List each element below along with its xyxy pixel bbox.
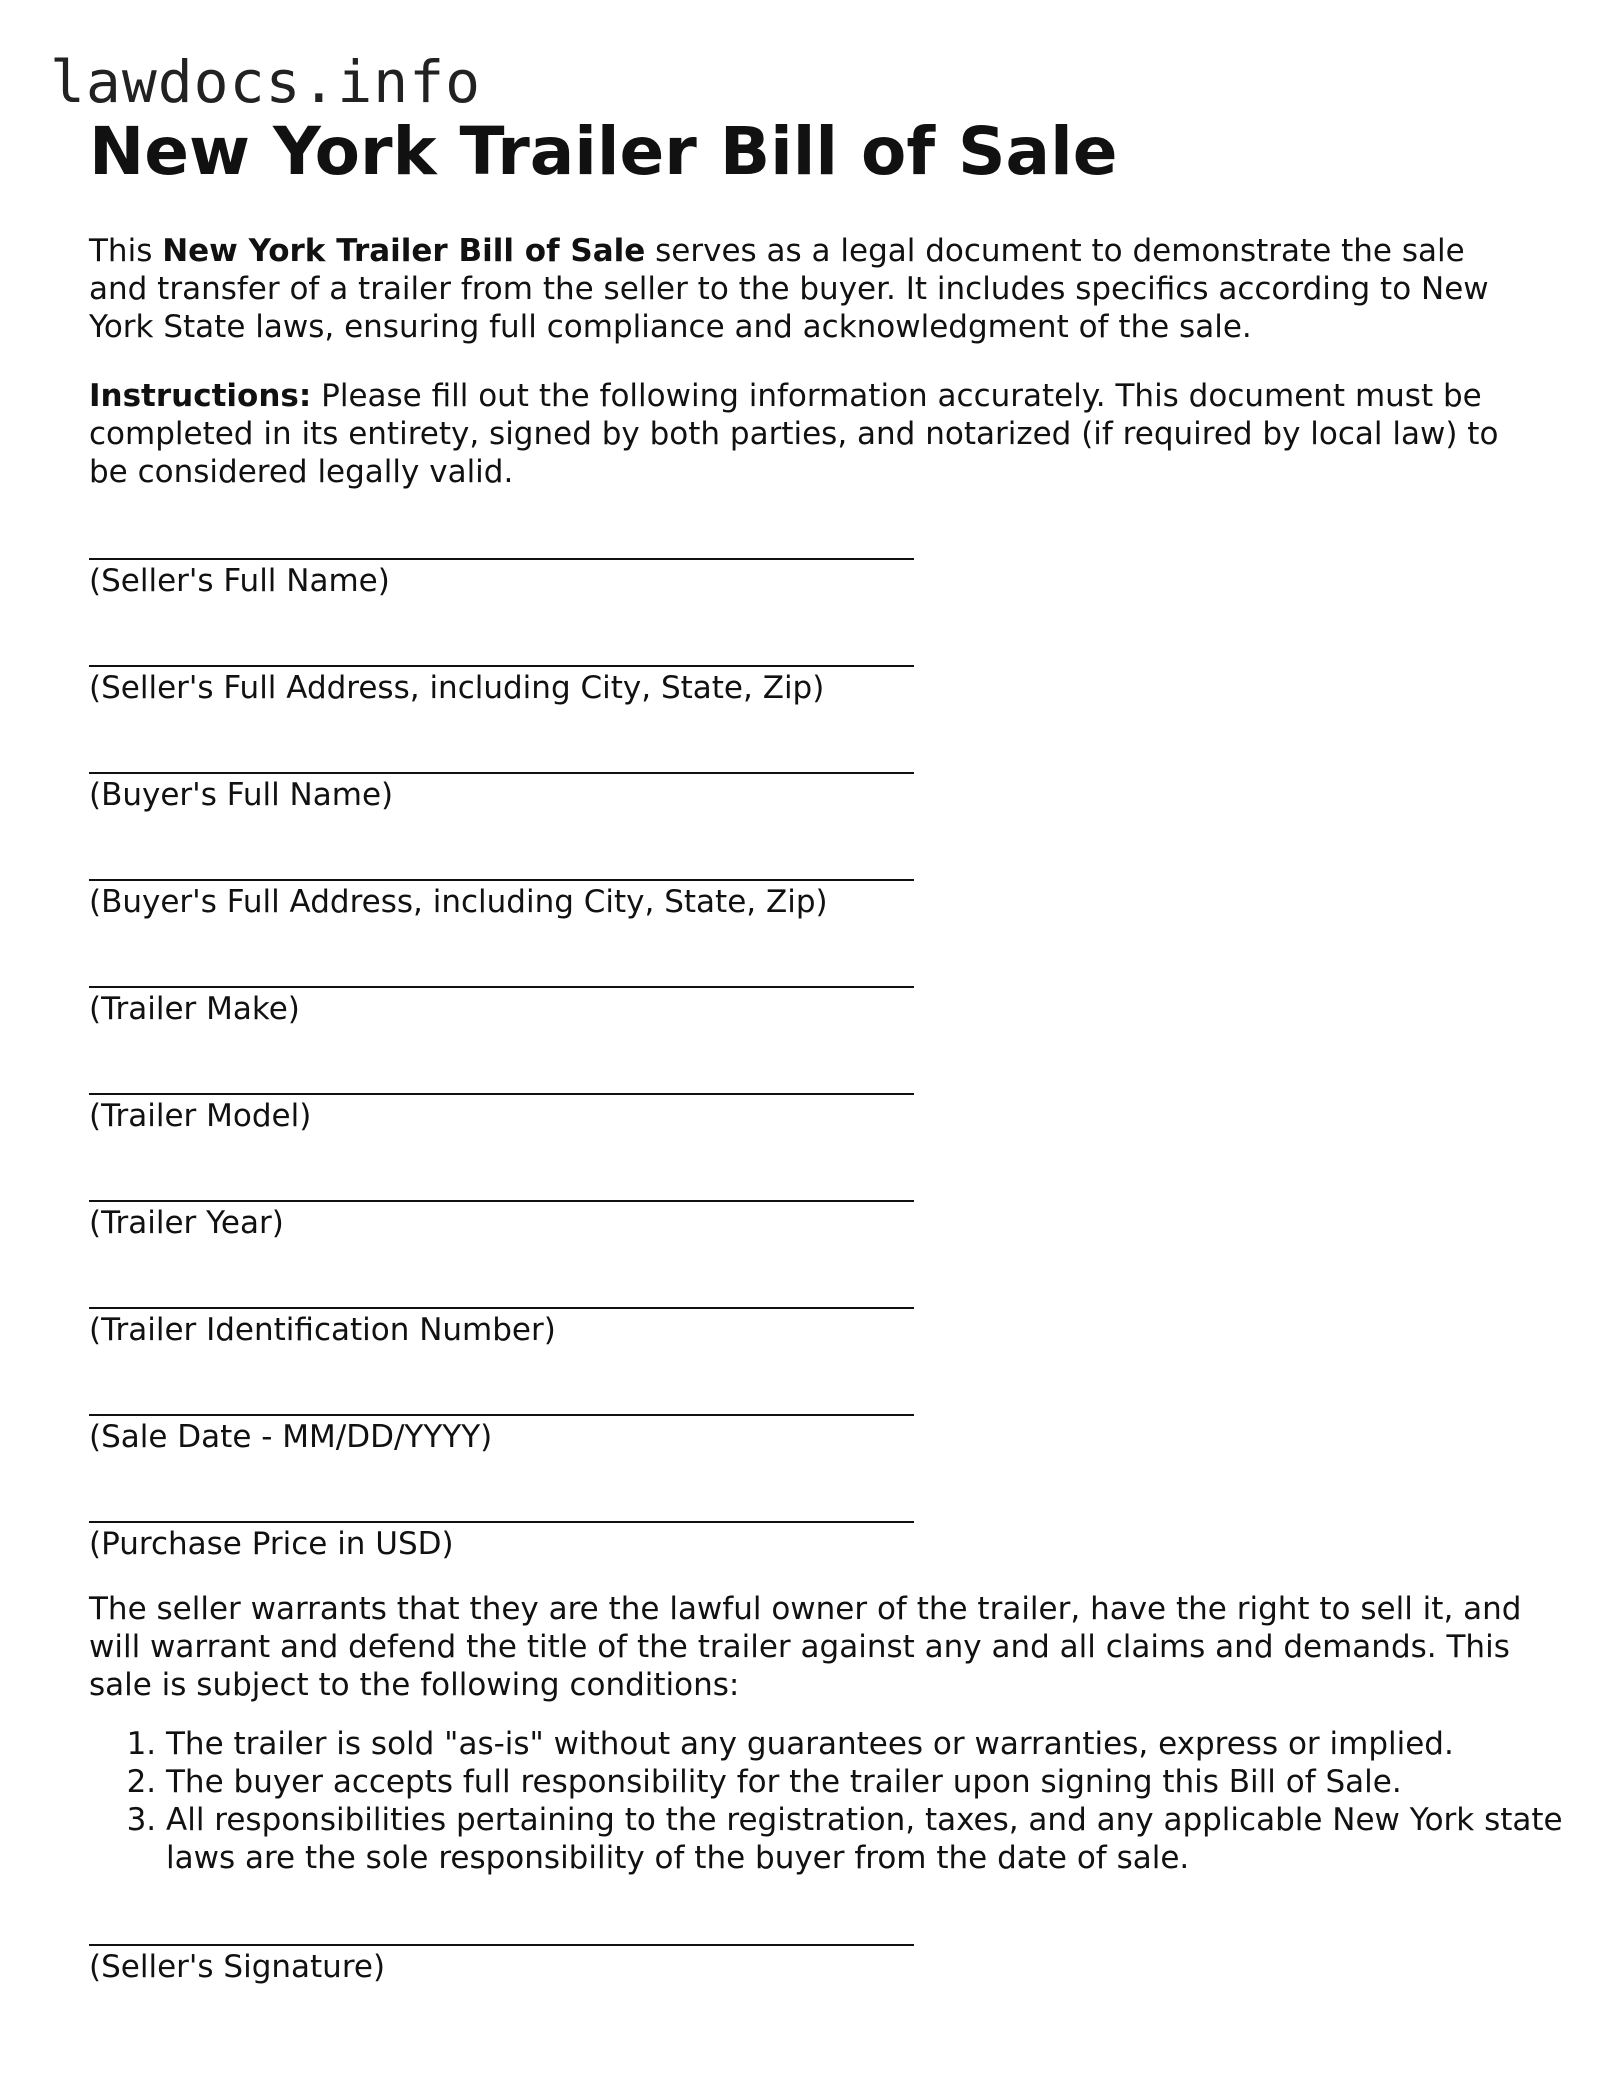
signature-line[interactable] bbox=[89, 1944, 914, 1946]
condition-item: 2. The buyer accepts full responsibility for the trailer upon signing this Bill of Sale. bbox=[166, 1763, 1606, 1801]
field-line[interactable] bbox=[89, 1521, 914, 1523]
conditions-list bbox=[89, 1725, 1606, 1877]
instructions-rest: Please fill out the following information accurately. This document must be completed in its entirety, signed by both parties, and notarized (if required by local law) to be considered legally valid. bbox=[89, 378, 1499, 490]
condition-item: 3. All responsibilities pertaining to the registration, taxes, and any applicable New York state laws are the sole responsibility of the buyer from the date of sale. bbox=[166, 1801, 1606, 1877]
field-seller-name[interactable] bbox=[89, 558, 914, 600]
field-label: (Buyer's Full Name) bbox=[89, 777, 394, 813]
intro-lead: This bbox=[89, 233, 163, 269]
field-sale-date[interactable] bbox=[89, 1414, 914, 1456]
field-label: (Trailer Identification Number) bbox=[89, 1312, 556, 1348]
watermark-text: lawdocs.info bbox=[50, 48, 482, 116]
field-line[interactable] bbox=[89, 665, 914, 667]
field-trailer-model[interactable] bbox=[89, 1093, 914, 1135]
field-line[interactable] bbox=[89, 558, 914, 560]
field-line[interactable] bbox=[89, 986, 914, 988]
instructions-bold: Instructions: bbox=[89, 378, 312, 414]
field-line[interactable] bbox=[89, 1414, 914, 1416]
field-label: (Seller's Full Name) bbox=[89, 563, 390, 599]
intro-paragraph bbox=[89, 232, 1529, 346]
field-line[interactable] bbox=[89, 772, 914, 774]
field-label: (Buyer's Full Address, including City, State, Zip) bbox=[89, 884, 828, 920]
field-label: (Trailer Year) bbox=[89, 1205, 284, 1241]
field-purchase-price[interactable] bbox=[89, 1521, 914, 1563]
field-label: (Trailer Make) bbox=[89, 991, 300, 1027]
warranty-paragraph: The seller warrants that they are the lawful owner of the trailer, have the right to sell it, and will warrant and defend the title of the trailer against any and all claims and demands. This sale is subject to the following conditions: bbox=[89, 1591, 1522, 1703]
signature-label: (Seller's Signature) bbox=[89, 1949, 386, 1985]
intro-bold: New York Trailer Bill of Sale bbox=[162, 233, 646, 269]
field-seller-signature[interactable] bbox=[89, 1944, 914, 1986]
condition-item: 1. The trailer is sold "as-is" without any guarantees or warranties, express or implied. bbox=[166, 1725, 1606, 1763]
field-label: (Sale Date - MM/DD/YYYY) bbox=[89, 1419, 493, 1455]
field-label: (Seller's Full Address, including City, State, Zip) bbox=[89, 670, 825, 706]
field-label: (Trailer Model) bbox=[89, 1098, 312, 1134]
field-seller-address[interactable] bbox=[89, 665, 914, 707]
field-line[interactable] bbox=[89, 1200, 914, 1202]
field-trailer-make[interactable] bbox=[89, 986, 914, 1028]
field-line[interactable] bbox=[89, 1093, 914, 1095]
instructions-paragraph bbox=[89, 377, 1529, 491]
document-title: New York Trailer Bill of Sale bbox=[89, 113, 1118, 190]
field-line[interactable] bbox=[89, 879, 914, 881]
field-buyer-name[interactable] bbox=[89, 772, 914, 814]
field-buyer-address[interactable] bbox=[89, 879, 914, 921]
field-trailer-year[interactable] bbox=[89, 1200, 914, 1242]
field-trailer-vin[interactable] bbox=[89, 1307, 914, 1349]
intro-rest: serves as a legal document to demonstrate the sale and transfer of a trailer from the seller to the buyer. It includes specifics according to New York State laws, ensuring full compliance and acknowledgment of the sale. bbox=[89, 233, 1489, 345]
field-line[interactable] bbox=[89, 1307, 914, 1309]
field-label: (Purchase Price in USD) bbox=[89, 1526, 454, 1562]
